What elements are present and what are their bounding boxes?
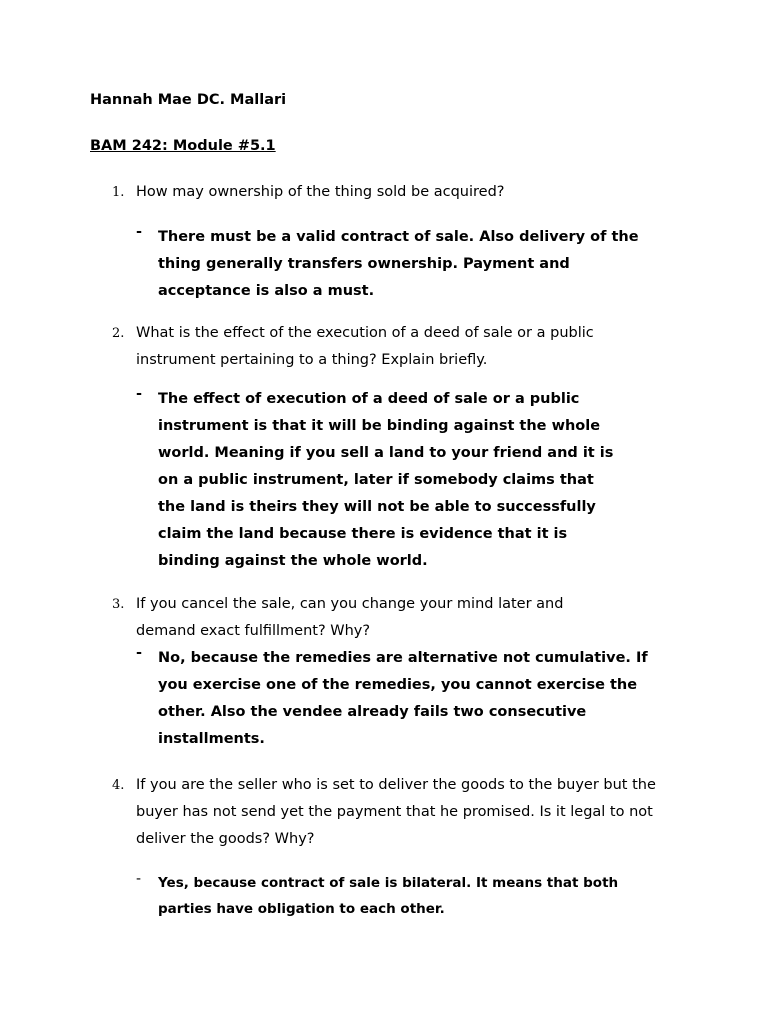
answer-line: instrument is that it will be binding against the whole xyxy=(158,418,601,434)
answer-line: acceptance is also a must. xyxy=(158,283,375,299)
question-line: How may ownership of the thing sold be acquired? xyxy=(136,184,505,200)
question-line: demand exact fulfillment? Why? xyxy=(136,623,371,639)
question-2-text xyxy=(136,320,696,374)
answer-4-bullet: - xyxy=(136,871,142,887)
answer-1-text xyxy=(158,224,639,305)
answer-4-text xyxy=(158,871,618,922)
answer-line: thing generally transfers ownership. Payment and xyxy=(158,256,570,272)
author-name: Hannah Mae DC. Mallari xyxy=(90,92,287,108)
question-line: deliver the goods? Why? xyxy=(136,831,315,847)
answer-line: claim the land because there is evidence that it is xyxy=(158,526,568,542)
question-line: buyer has not send yet the payment that he promised. Is it legal to not xyxy=(136,804,653,820)
question-1-text xyxy=(136,179,696,206)
answer-line: on a public instrument, later if somebody claims that xyxy=(158,472,594,488)
answer-line: There must be a valid contract of sale. Also delivery of the xyxy=(158,229,639,245)
question-3-number: 3. xyxy=(112,597,125,612)
question-4-number: 4. xyxy=(112,778,125,793)
question-line: If you are the seller who is set to deliver the goods to the buyer but the xyxy=(136,777,656,793)
answer-line: No, because the remedies are alternative not cumulative. If xyxy=(158,650,648,666)
question-2-number: 2. xyxy=(112,326,125,341)
question-line: What is the effect of the execution of a deed of sale or a public xyxy=(136,325,594,341)
answer-line: the land is theirs they will not be able to successfully xyxy=(158,499,596,515)
answer-3-text xyxy=(158,645,648,753)
answer-line: installments. xyxy=(158,731,265,747)
answer-line: The effect of execution of a deed of sale or a public xyxy=(158,391,580,407)
answer-line: binding against the whole world. xyxy=(158,553,428,569)
question-1-number: 1. xyxy=(112,185,125,200)
course-title: BAM 242: Module #5.1 xyxy=(90,138,276,154)
question-line: If you cancel the sale, can you change your mind later and xyxy=(136,596,564,612)
answer-line: world. Meaning if you sell a land to your friend and it is xyxy=(158,445,614,461)
question-line: instrument pertaining to a thing? Explain briefly. xyxy=(136,352,488,368)
answer-3-bullet: - xyxy=(136,645,143,661)
question-3-text xyxy=(136,591,696,645)
answer-2-text xyxy=(158,386,613,575)
answer-line: Yes, because contract of sale is bilateral. It means that both xyxy=(158,875,619,891)
answer-line: you exercise one of the remedies, you cannot exercise the xyxy=(158,677,638,693)
answer-2-bullet: - xyxy=(136,386,143,402)
question-4-text xyxy=(136,772,696,853)
answer-line: parties have obligation to each other. xyxy=(158,900,445,917)
answer-line: other. Also the vendee already fails two consecutive xyxy=(158,704,587,720)
answer-1-bullet: - xyxy=(136,224,143,240)
